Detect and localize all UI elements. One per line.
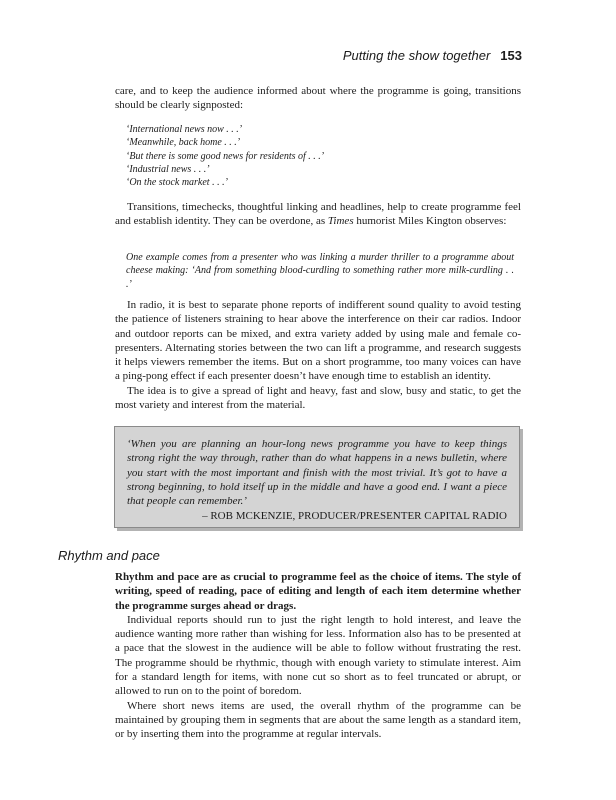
- example-line: ‘Industrial news . . .’: [126, 163, 210, 175]
- linking-text-before: Transitions, timechecks, thoughtful linking and headlines, help to create programme feel and establish identity. They can be overdone, as: [115, 201, 521, 228]
- section-heading: Rhythm and pace: [58, 548, 160, 563]
- paragraph-radio: [115, 298, 521, 412]
- lead-paragraph: Rhythm and pace are as crucial to programme feel as the choice of items. The style of writing, speed of reading, pace of editing and length of each item determine whether the programme surges ahead or drags.: [115, 571, 521, 612]
- example-line: ‘But there is some good news for residents of . . .’: [126, 150, 325, 162]
- paragraph-reports: Individual reports should run to just the right length to hold interest, and leave the audience wanting more rather than wishing for less. Information also has to be presented at a pace that the slowest in the audience will be able to follow without frustrating the rest. The programme should be rhythmic, though with enough variety to stimulate interest. Aim for a standard length for items, with none cut so short as to feel truncated or abrupt, or allowed to run on to the point of boredom.: [115, 613, 521, 698]
- paragraph-linking: [115, 200, 521, 229]
- running-head: [343, 48, 522, 64]
- signpost-examples: [126, 123, 516, 189]
- pull-quote-attribution: – ROB MCKENZIE, PRODUCER/PRESENTER CAPITAL RADIO: [202, 510, 507, 523]
- paragraph-transitions-intro: [115, 84, 521, 113]
- kington-quote: [126, 251, 514, 291]
- example-line: ‘On the stock market . . .’: [126, 177, 228, 189]
- paragraph-text: care, and to keep the audience informed about where the programme is going, transitions should be clearly signposted:: [115, 85, 521, 112]
- section-rhythm-body: [115, 570, 521, 742]
- publication-name: Times: [327, 215, 354, 228]
- example-line: ‘International news now . . .’: [126, 124, 243, 135]
- pull-quote-box: [114, 426, 520, 528]
- example-line: ‘Meanwhile, back home . . .’: [126, 137, 241, 149]
- paragraph-text: In radio, it is best to separate phone reports of indifferent sound quality to avoid testing the patience of listeners straining to hear above the interference on their car radios. Indoor and outdoor reports can be mixed, and extra variety added by using male and female co-presenters. Alternating stories between the two can lift a programme, and research suggests it helps viewers remember the items. But on a short programme, too many voices can have a ping-pong effect if each presenter doesn’t have enough time to establish an identity.: [115, 299, 521, 383]
- quote-text: One example comes from a presenter who was linking a murder thriller to a programme about cheese making: ‘And from something blood-curdling to something rather more milk-curdling . . .’: [126, 252, 514, 290]
- page-number: 153: [500, 48, 522, 63]
- paragraph-short-items: Where short news items are used, the overall rhythm of the programme can be maintained by grouping them in segments that are about the same length as a standard item, or by inserting them into the programme at regular intervals.: [115, 699, 521, 741]
- paragraph-spread: The idea is to give a spread of light and heavy, fast and slow, busy and static, to get the most variety and interest from the material.: [115, 384, 521, 412]
- linking-text-after: humorist Miles Kington observes:: [353, 215, 507, 228]
- pull-quote-text: ‘When you are planning an hour-long news programme you have to keep things strong right the way through, rather than do what happens in a news bulletin, where you start with the most important and finish with the most trivial. It’s got to have a strong beginning, to hold itself up in the middle and have a good end. I want a piece that people can remember.’: [127, 438, 507, 508]
- running-title: Putting the show together: [342, 48, 491, 63]
